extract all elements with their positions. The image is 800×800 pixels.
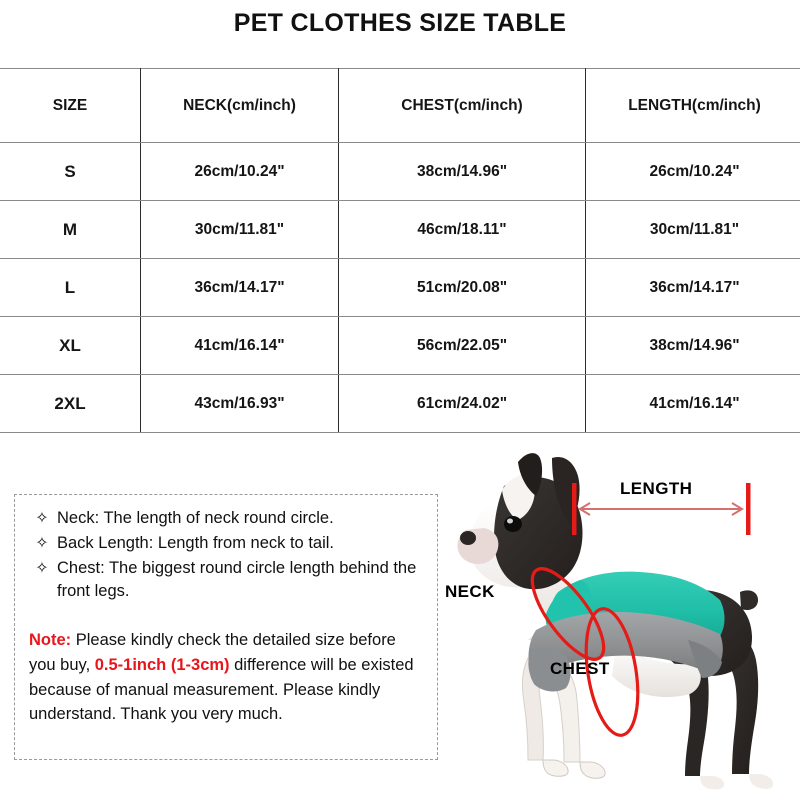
table-row bbox=[0, 375, 800, 433]
cell-length: 26cm/10.24" bbox=[586, 143, 800, 201]
label-chest: CHEST bbox=[550, 659, 610, 678]
list-item bbox=[27, 532, 427, 556]
bullet-text: Back Length: Length from neck to tail. bbox=[57, 533, 334, 552]
table-row bbox=[0, 317, 800, 375]
measurement-bullet-list bbox=[27, 507, 427, 604]
length-marker-right bbox=[746, 483, 751, 535]
cell-length: 38cm/14.96" bbox=[586, 317, 800, 375]
table-header-row bbox=[0, 69, 800, 143]
column-header-size: SIZE bbox=[0, 69, 141, 143]
cell-chest: 46cm/18.11" bbox=[339, 201, 586, 259]
bullet-text: Neck: The length of neck round circle. bbox=[57, 509, 334, 527]
length-arrow bbox=[580, 503, 742, 515]
column-header-length: LENGTH(cm/inch) bbox=[586, 69, 800, 143]
dog-tail bbox=[740, 590, 758, 610]
cell-neck: 36cm/14.17" bbox=[141, 259, 339, 317]
cell-size: M bbox=[0, 201, 141, 259]
cell-size: S bbox=[0, 143, 141, 201]
table-row bbox=[0, 143, 800, 201]
dog-nose bbox=[460, 531, 476, 545]
length-marker-left bbox=[572, 483, 577, 535]
diamond-bullet-icon: ✧ bbox=[35, 510, 49, 527]
column-header-neck: NECK(cm/inch) bbox=[141, 69, 339, 143]
cell-length: 41cm/16.14" bbox=[586, 375, 800, 433]
table-row bbox=[0, 259, 800, 317]
cell-length: 36cm/14.17" bbox=[586, 259, 800, 317]
dog-diagram bbox=[440, 444, 800, 800]
list-item bbox=[27, 557, 427, 605]
list-item bbox=[27, 507, 427, 531]
cell-size: 2XL bbox=[0, 375, 141, 433]
size-table bbox=[0, 68, 800, 433]
cell-neck: 30cm/11.81" bbox=[141, 201, 339, 259]
cell-length: 30cm/11.81" bbox=[586, 201, 800, 259]
note-label: Note: bbox=[29, 631, 72, 649]
table-row bbox=[0, 201, 800, 259]
note-part2: difference will be existed because of manual measurement. Please kindly understand. Thank you very much. bbox=[29, 655, 414, 724]
dog-eye bbox=[504, 516, 522, 532]
note-block bbox=[27, 628, 427, 727]
cell-neck: 26cm/10.24" bbox=[141, 143, 339, 201]
dog-eye-highlight bbox=[507, 519, 513, 524]
label-length: LENGTH bbox=[620, 479, 693, 498]
cell-chest: 38cm/14.96" bbox=[339, 143, 586, 201]
page-title: PET CLOTHES SIZE TABLE bbox=[233, 9, 567, 37]
cell-chest: 51cm/20.08" bbox=[339, 259, 586, 317]
diamond-bullet-icon: ✧ bbox=[35, 559, 49, 577]
column-header-chest: CHEST(cm/inch) bbox=[339, 69, 586, 143]
measurement-info-box bbox=[14, 494, 438, 760]
cell-chest: 61cm/24.02" bbox=[339, 375, 586, 433]
cell-size: XL bbox=[0, 317, 141, 375]
cell-size: L bbox=[0, 259, 141, 317]
diamond-bullet-icon: ✧ bbox=[35, 534, 49, 552]
note-highlight: 0.5-1inch (1-3cm) bbox=[94, 655, 230, 674]
note-part1: Please kindly check the detailed size before you buy, bbox=[29, 631, 396, 674]
label-neck: NECK bbox=[445, 582, 495, 601]
bullet-text: Chest: The biggest round circle length behind the front legs. bbox=[57, 558, 417, 601]
cell-neck: 41cm/16.14" bbox=[141, 317, 339, 375]
cell-neck: 43cm/16.93" bbox=[141, 375, 339, 433]
cell-chest: 56cm/22.05" bbox=[339, 317, 586, 375]
